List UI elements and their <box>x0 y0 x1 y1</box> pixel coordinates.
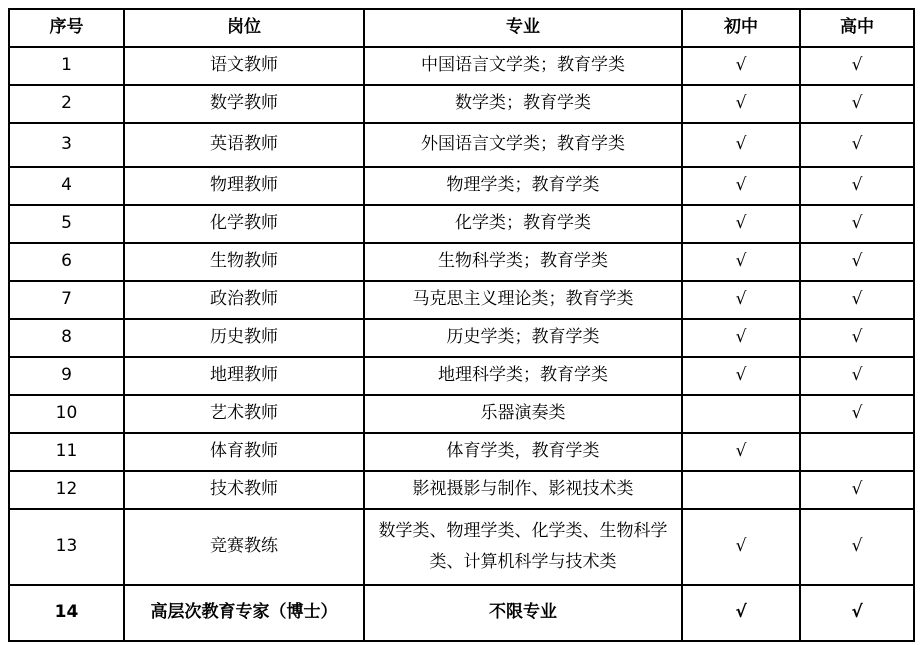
cell-junior-check: √ <box>682 85 800 123</box>
cell-position: 化学教师 <box>124 205 364 243</box>
header-cell-senior: 高中 <box>800 9 914 47</box>
cell-position: 生物教师 <box>124 243 364 281</box>
cell-major: 乐器演奏类 <box>364 395 682 433</box>
cell-major: 马克思主义理论类；教育学类 <box>364 281 682 319</box>
cell-position: 英语教师 <box>124 123 364 167</box>
header-cell-major: 专业 <box>364 9 682 47</box>
table-row <box>9 85 914 123</box>
table-row <box>9 243 914 281</box>
table-body <box>9 47 914 641</box>
cell-senior-check: √ <box>800 585 914 641</box>
cell-junior-check: √ <box>682 243 800 281</box>
cell-position: 体育教师 <box>124 433 364 471</box>
table-row <box>9 319 914 357</box>
table-row <box>9 471 914 509</box>
cell-major: 数学类；教育学类 <box>364 85 682 123</box>
cell-senior-check: √ <box>800 85 914 123</box>
cell-major: 物理学类；教育学类 <box>364 167 682 205</box>
header-cell-position: 岗位 <box>124 9 364 47</box>
cell-no: 11 <box>9 433 124 471</box>
cell-no: 1 <box>9 47 124 85</box>
cell-junior-check: √ <box>682 123 800 167</box>
cell-no: 10 <box>9 395 124 433</box>
table-row <box>9 281 914 319</box>
cell-no: 5 <box>9 205 124 243</box>
table-row <box>9 205 914 243</box>
cell-junior-check: √ <box>682 585 800 641</box>
cell-senior-check <box>800 433 914 471</box>
cell-no: 9 <box>9 357 124 395</box>
cell-no: 2 <box>9 85 124 123</box>
cell-senior-check: √ <box>800 357 914 395</box>
cell-senior-check: √ <box>800 471 914 509</box>
cell-junior-check: √ <box>682 47 800 85</box>
cell-senior-check: √ <box>800 319 914 357</box>
table-row <box>9 509 914 585</box>
cell-no: 4 <box>9 167 124 205</box>
cell-senior-check: √ <box>800 281 914 319</box>
cell-position: 数学教师 <box>124 85 364 123</box>
cell-no: 14 <box>9 585 124 641</box>
cell-position: 艺术教师 <box>124 395 364 433</box>
cell-major: 中国语言文学类；教育学类 <box>364 47 682 85</box>
cell-major: 化学类；教育学类 <box>364 205 682 243</box>
table-row <box>9 585 914 641</box>
header-row <box>9 9 914 47</box>
cell-major: 体育学类，教育学类 <box>364 433 682 471</box>
recruitment-positions-table <box>8 8 915 642</box>
table-row <box>9 47 914 85</box>
cell-major: 外国语言文学类；教育学类 <box>364 123 682 167</box>
cell-no: 3 <box>9 123 124 167</box>
cell-junior-check: √ <box>682 433 800 471</box>
cell-no: 8 <box>9 319 124 357</box>
cell-no: 6 <box>9 243 124 281</box>
cell-position: 技术教师 <box>124 471 364 509</box>
table-row <box>9 395 914 433</box>
cell-junior-check <box>682 471 800 509</box>
cell-major: 数学类、物理学类、化学类、生物科学类、计算机科学与技术类 <box>364 509 682 585</box>
cell-position: 高层次教育专家（博士） <box>124 585 364 641</box>
cell-senior-check: √ <box>800 47 914 85</box>
table-row <box>9 433 914 471</box>
cell-junior-check: √ <box>682 319 800 357</box>
cell-junior-check: √ <box>682 281 800 319</box>
cell-senior-check: √ <box>800 123 914 167</box>
cell-position: 语文教师 <box>124 47 364 85</box>
table-row <box>9 123 914 167</box>
cell-senior-check: √ <box>800 205 914 243</box>
cell-junior-check: √ <box>682 167 800 205</box>
cell-no: 13 <box>9 509 124 585</box>
cell-junior-check: √ <box>682 509 800 585</box>
cell-senior-check: √ <box>800 395 914 433</box>
cell-major: 不限专业 <box>364 585 682 641</box>
header-cell-no: 序号 <box>9 9 124 47</box>
cell-major: 地理科学类；教育学类 <box>364 357 682 395</box>
cell-major: 历史学类；教育学类 <box>364 319 682 357</box>
cell-junior-check: √ <box>682 357 800 395</box>
header-cell-junior: 初中 <box>682 9 800 47</box>
table-row <box>9 357 914 395</box>
cell-major: 生物科学类；教育学类 <box>364 243 682 281</box>
cell-position: 物理教师 <box>124 167 364 205</box>
cell-junior-check <box>682 395 800 433</box>
cell-major: 影视摄影与制作、影视技术类 <box>364 471 682 509</box>
cell-no: 7 <box>9 281 124 319</box>
cell-position: 历史教师 <box>124 319 364 357</box>
cell-senior-check: √ <box>800 167 914 205</box>
cell-no: 12 <box>9 471 124 509</box>
cell-position: 地理教师 <box>124 357 364 395</box>
cell-senior-check: √ <box>800 509 914 585</box>
cell-senior-check: √ <box>800 243 914 281</box>
table-row <box>9 167 914 205</box>
cell-position: 政治教师 <box>124 281 364 319</box>
cell-junior-check: √ <box>682 205 800 243</box>
cell-position: 竞赛教练 <box>124 509 364 585</box>
